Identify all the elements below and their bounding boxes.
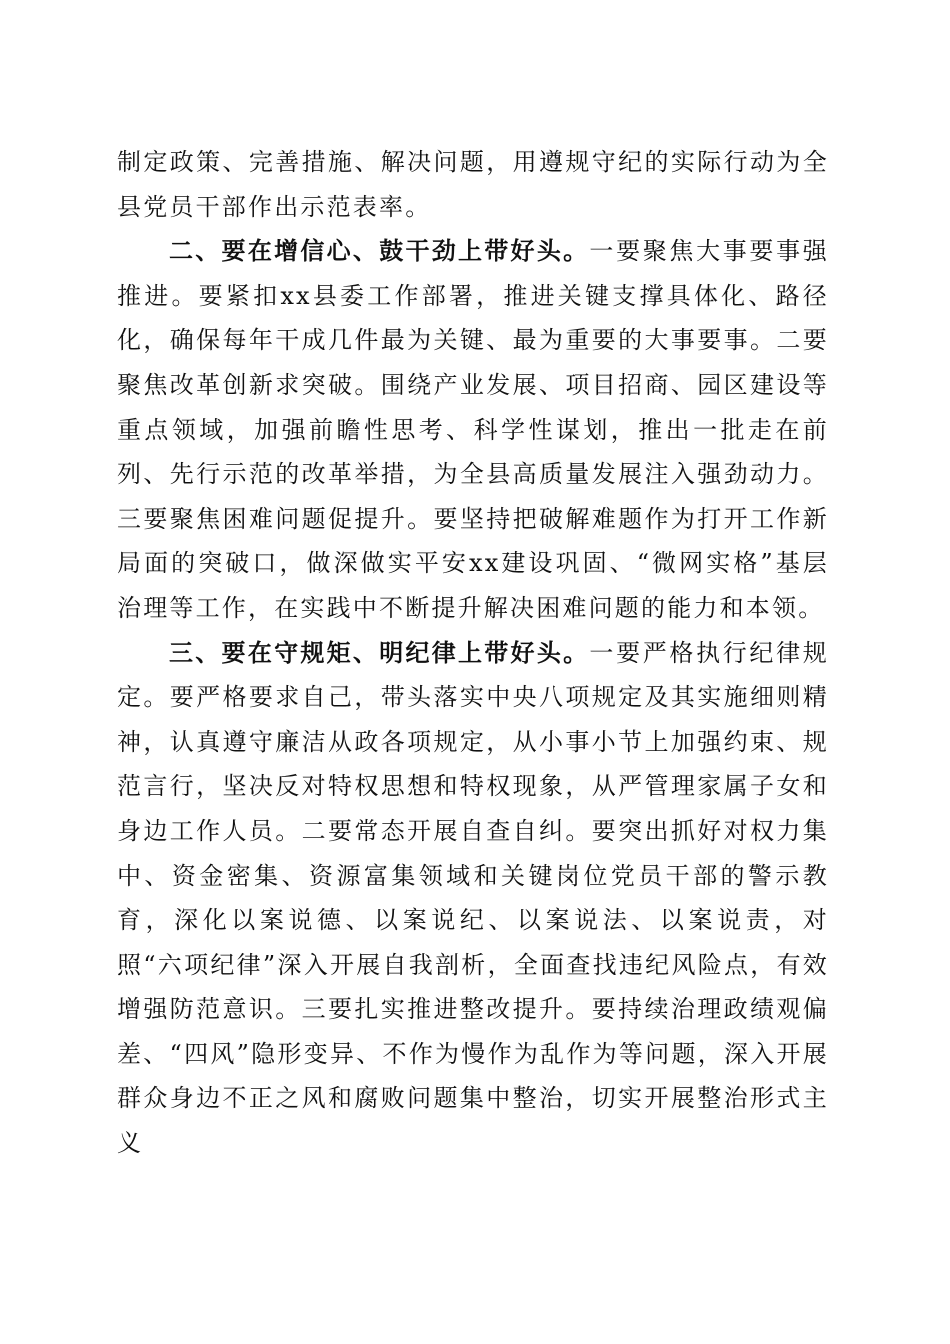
- paragraph-section-three: [117, 631, 829, 1166]
- section-two-heading: 二、要在增信心、鼓干劲上带好头。: [169, 237, 590, 266]
- paragraph-text: 一要严格执行纪律规定。要严格要求自己，带头落实中央八项规定及其实施细则精神，认真遵守廉洁从政各项规定，从小事小节上加强约束、规范言行，坚决反对特权思想和特权现象，从严管理家属子女和身边工作人员。二要常态开展自查自纠。要突出抓好对权力集中、资金密集、资源富集领域和关键岗位党员干部的警示教育，深化以案说德、以案说纪、以案说法、以案说责，对照“六项纪律”深入开展自我剖析，全面查找违纪风险点，有效增强防范意识。三要扎实推进整改提升。要持续治理政绩观偏差、“四风”隐形变异、不作为慢作为乱作为等问题，深入开展群众身边不正之风和腐败问题集中整治，切实开展整治形式主义: [117, 638, 829, 1158]
- paragraph-section-two: [117, 229, 829, 630]
- document-body: [117, 140, 829, 1166]
- paragraph-text: 一要聚焦大事要事强推进。要紧扣xx县委工作部署，推进关键支撑具体化、路径化，确保每年干成几件最为关键、最为重要的大事要事。二要聚焦改革创新求突破。围绕产业发展、项目招商、园区建设等重点领域，加强前瞻性思考、科学性谋划，推出一批走在前列、先行示范的改革举措，为全县高质量发展注入强劲动力。三要聚焦困难问题促提升。要坚持把破解难题作为打开工作新局面的突破口，做深做实平安xx建设巩固、“微网实格”基层治理等工作，在实践中不断提升解决困难问题的能力和本领。: [117, 237, 829, 622]
- paragraph-continuation: [117, 140, 829, 229]
- paragraph-text: 制定政策、完善措施、解决问题，用遵规守纪的实际行动为全县党员干部作出示范表率。: [117, 148, 829, 221]
- section-three-heading: 三、要在守规矩、明纪律上带好头。: [169, 638, 590, 667]
